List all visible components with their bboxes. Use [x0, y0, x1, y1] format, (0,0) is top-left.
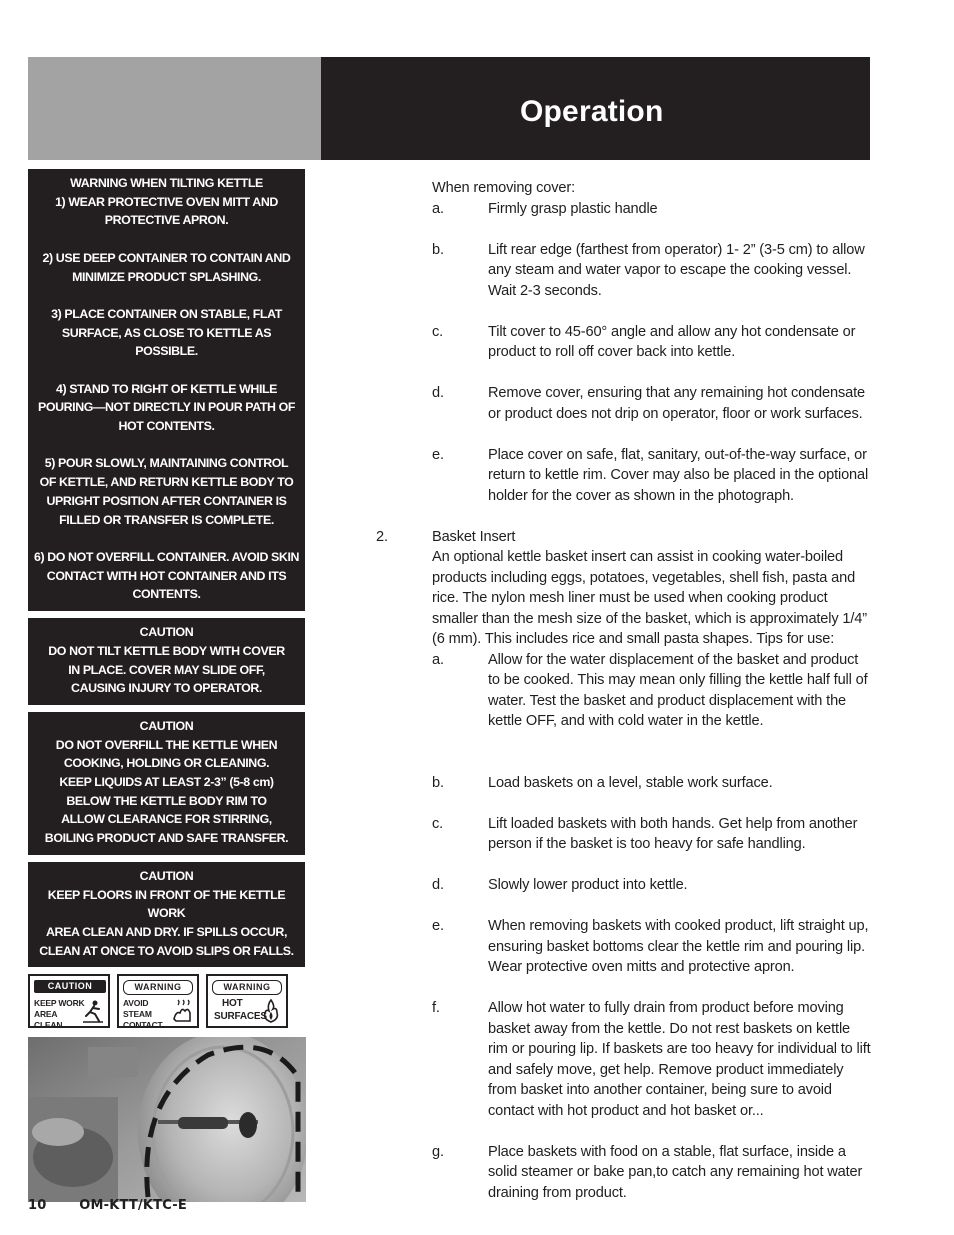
list-item-label: b. [432, 774, 444, 791]
sign-text-line: CONTACT [123, 1020, 163, 1031]
warning-paragraph [32, 548, 301, 604]
list-item-label: a. [432, 200, 444, 217]
intro-text: When removing cover: [432, 180, 575, 196]
list-item [376, 650, 871, 732]
warning-line: PROTECTIVE APRON. [104, 213, 229, 228]
warning-line: 1) WEAR PROTECTIVE OVEN MITT AND [55, 194, 278, 209]
warning-line: POURING—NOT DIRECTLY IN POUR PATH OF [37, 400, 296, 415]
warning-paragraph [32, 174, 301, 230]
warning-paragraph [32, 380, 301, 436]
kettle-photo-image [28, 1037, 306, 1202]
section-title: Basket Insert [432, 528, 516, 545]
warning-line: BELOW THE KETTLE BODY RIM TO [66, 793, 267, 808]
sign-text-line: AVOID STEAM [123, 998, 152, 1020]
list-item-text: Lift rear edge (farthest from operator) 1- 2” (3-5 cm) to allow any steam and water vapor to escape the cooking vessel. Wait 2-3 seconds. [488, 241, 865, 299]
page-footer [28, 1198, 187, 1213]
list-item-text: Allow hot water to fully drain from product before moving basket away from the kettle. Do not rest baskets on kettle rim or pouring lip. If baskets are too heavy for individual to lift and safely move, get help. Remove product immediately from basket into another container, being sure to avoid contact with hot product and hot basket or... [488, 1000, 871, 1119]
sign-warning-label: WARNING [212, 980, 282, 995]
list-item-label: d. [432, 385, 444, 401]
list-item-text: Place cover on safe, flat, sanitary, out-of-the-way surface, or return to kettle rim. Cover may also be placed in the optional holder for the cover as shown in the photograph. [488, 446, 869, 504]
list-item-label: e. [432, 918, 444, 934]
warning-paragraph [32, 454, 301, 529]
list-item-text: Allow for the water displacement of the basket and product to be cooked. This may mean only filling the kettle half full of water. Test the basket and product displacement with the kettle OFF, and with cold water in the kettle. [488, 651, 868, 729]
warning-paragraph [32, 249, 301, 286]
list-item-text: Tilt cover to 45-60° angle and allow any hot condensate or product to roll off cover back into kettle. [488, 323, 856, 360]
list-item-label: c. [432, 815, 444, 832]
warning-line: UPRIGHT POSITION AFTER CONTAINER IS [46, 493, 287, 508]
list-item-label: g. [432, 1143, 444, 1160]
sign-avoid-steam-contact [117, 974, 199, 1031]
document-code: OM-KTT/KTC-E [79, 1198, 187, 1213]
list-item [376, 322, 871, 363]
slip-hazard-icon [81, 999, 105, 1023]
warning-line: KEEP FLOORS IN FRONT OF THE KETTLE WORK [47, 887, 286, 921]
warning-line: CAUSING INJURY TO OPERATOR. [71, 681, 262, 696]
warning-line: SURFACE, AS CLOSE TO KETTLE AS POSSIBLE. [61, 325, 272, 359]
list-item-text: Load baskets on a level, stable work surface. [488, 774, 773, 791]
page-number: 10 [28, 1198, 47, 1213]
list-item-text: Lift loaded baskets with both hands. Get help from another person if the basket is too heavy for safe handling. [488, 815, 858, 852]
list-item-text: Slowly lower product into kettle. [488, 877, 688, 893]
sign-text-line: HOT [222, 998, 243, 1010]
list-item-label: b. [432, 241, 444, 258]
list-item [376, 199, 871, 220]
warning-line: CAUTION [139, 718, 194, 733]
list-item-label: f. [432, 1000, 440, 1016]
warning-line: 6) DO NOT OVERFILL CONTAINER. AVOID SKIN [33, 549, 300, 564]
warning-line: IN PLACE. COVER MAY SLIDE OFF, [68, 662, 265, 677]
page-title: Operation [520, 95, 664, 128]
header-title-bar [321, 57, 870, 160]
list-item-text: Place baskets with food on a stable, flat surface, inside a solid steamer or bake pan,to catch any remaining hot water draining from product. [488, 1143, 863, 1201]
warning-line: COOKING, HOLDING OR CLEANING. [63, 756, 270, 771]
warning-line: 3) PLACE CONTAINER ON STABLE, FLAT [51, 306, 282, 321]
list-item [376, 1142, 871, 1204]
sign-warning-label: WARNING [123, 980, 193, 995]
warning-line: OF KETTLE, AND RETURN KETTLE BODY TO [39, 475, 294, 490]
kettle-cover-photo [28, 1037, 306, 1202]
sign-text [34, 998, 86, 1031]
list-item [376, 240, 871, 302]
warning-line: CLEAN AT ONCE TO AVOID SLIPS OR FALLS. [39, 943, 294, 958]
warning-line: 5) POUR SLOWLY, MAINTAINING CONTROL [44, 456, 289, 471]
warning-line: CAUTION [139, 625, 194, 640]
list-item-label: d. [432, 877, 444, 893]
warning-line: FILLED OR TRANSFER IS COMPLETE. [59, 512, 274, 527]
warning-line: HOT CONTENTS. [118, 419, 215, 434]
header-gray-block [28, 57, 321, 160]
warning-paragraph [32, 305, 301, 361]
section-basket-insert [376, 527, 871, 650]
sign-keep-work-area-clean [28, 974, 110, 1031]
list-item [376, 998, 871, 1121]
steam-hand-icon [170, 999, 194, 1023]
warning-line: 4) STAND TO RIGHT OF KETTLE WHILE [55, 381, 278, 396]
list-item [376, 773, 871, 794]
sign-caution-label: CAUTION [34, 980, 106, 993]
safety-sidebar [28, 169, 305, 1202]
caution-box-cover [28, 618, 305, 705]
warning-line: DO NOT TILT KETTLE BODY WITH COVER [48, 643, 285, 658]
list-item-text: Remove cover, ensuring that any remaining hot condensate or product does not drip on operator, floor or work surfaces. [488, 385, 865, 422]
sign-text-line: KEEP WORK [34, 998, 85, 1009]
warning-line: MINIMIZE PRODUCT SPLASHING. [72, 269, 261, 284]
list-item [376, 445, 871, 507]
warning-line: CONTENTS. [132, 587, 201, 602]
basket-steps-list [376, 650, 871, 1204]
list-item-text: Firmly grasp plastic handle [488, 200, 658, 217]
cover-steps-list [376, 199, 871, 507]
list-item [376, 875, 871, 896]
section-text: An optional kettle basket insert can assist in cooking water-boiled products including eggs, potatoes, vegetables, shell fish, pasta and rice. The nylon mesh liner must be used when cooking product smaller than the mesh size of the basket, which is approximately 1/4” (6 mm). This includes rice and small pasta shapes. Tips for use: [432, 549, 867, 647]
sign-text [123, 998, 175, 1031]
sign-hot-surfaces [206, 974, 288, 1028]
section-number: 2. [376, 528, 388, 545]
list-item [376, 916, 871, 978]
list-item-text: When removing baskets with cooked product, lift straight up, ensuring basket bottoms clear the kettle rim and pouring lip. Wear protective oven mitts and protective apron. [488, 918, 869, 975]
list-item-label: a. [432, 651, 444, 668]
list-item-label: e. [432, 446, 444, 463]
caution-box-floors [28, 862, 305, 968]
sign-text-line: SURFACES [214, 1011, 267, 1023]
safety-signs [28, 974, 305, 1031]
list-item [376, 814, 871, 855]
list-item-label: c. [432, 323, 444, 340]
warning-line: WARNING WHEN TILTING KETTLE [70, 176, 263, 190]
main-content [376, 178, 871, 1203]
warning-line: AREA CLEAN AND DRY. IF SPILLS OCCUR, [46, 924, 287, 939]
sign-text-line: AREA CLEAN [34, 1009, 63, 1031]
warning-line: DO NOT OVERFILL THE KETTLE WHEN [55, 737, 278, 752]
warning-line: CAUTION [139, 868, 194, 883]
warning-line: KEEP LIQUIDS AT LEAST 2-3” (5-8 cm) [59, 775, 274, 790]
warning-line: CONTACT WITH HOT CONTAINER AND ITS [46, 568, 287, 583]
tilting-warning-box [28, 169, 305, 611]
flame-icon [259, 999, 283, 1023]
warning-line: ALLOW CLEARANCE FOR STIRRING, [61, 812, 272, 827]
caution-box-overfill [28, 712, 305, 855]
list-item [376, 383, 871, 424]
warning-line: BOILING PRODUCT AND SAFE TRANSFER. [44, 831, 289, 846]
warning-line: 2) USE DEEP CONTAINER TO CONTAIN AND [42, 250, 291, 265]
